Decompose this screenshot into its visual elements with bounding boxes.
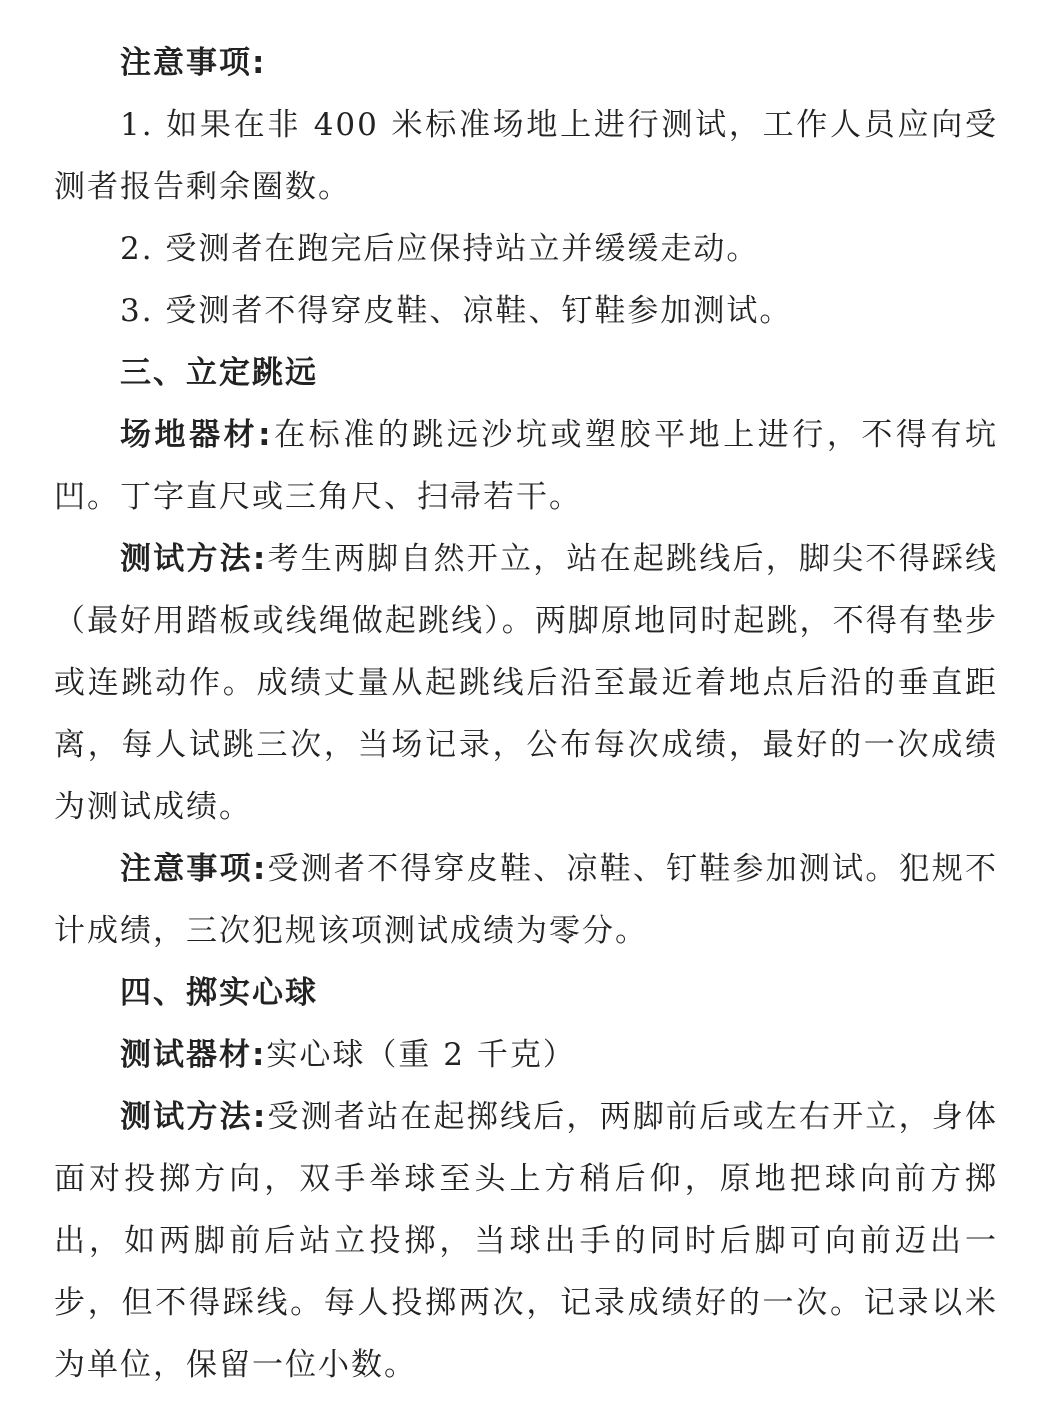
note-item-2: 2. 受测者在跑完后应保持站立并缓缓走动。 (120, 231, 760, 267)
jump-method-paragraph (54, 528, 998, 838)
jump-equipment-paragraph (54, 404, 998, 528)
ball-method-paragraph (54, 1086, 998, 1396)
note-item-1: 1. 如果在非 400 米标准场地上进行测试，工作人员应向受测者报告剩余圈数。 (54, 107, 998, 205)
ball-equipment-text: 实心球（重 2 千克） (266, 1037, 576, 1073)
ball-equipment-paragraph (54, 1024, 998, 1086)
ball-equipment-label: 测试器材: (120, 1037, 267, 1073)
jump-equipment-text: 在标准的跳远沙坑或塑胶平地上进行，不得有坑凹。丁字直尺或三角尺、扫帚若干。 (54, 417, 998, 515)
section-title-standing-long-jump: 三、立定跳远 (120, 355, 318, 391)
jump-equipment-label: 场地器材: (120, 417, 273, 453)
ball-method-text: 受测者站在起掷线后，两脚前后或左右开立，身体面对投掷方向，双手举球至头上方稍后仰，原地把球向前方掷出，如两脚前后站立投掷，当球出手的同时后脚可向前迈出一步，但不得踩线。每人投掷两次，记录成绩好的一次。记录以米为单位，保留一位小数。 (54, 1099, 998, 1383)
jump-notes-paragraph (54, 838, 998, 962)
notes-heading: 注意事项: (120, 45, 267, 81)
note-item-3: 3. 受测者不得穿皮鞋、凉鞋、钉鞋参加测试。 (120, 293, 793, 329)
ball-method-label: 测试方法: (120, 1099, 268, 1135)
jump-method-text: 考生两脚自然开立，站在起跳线后，脚尖不得踩线（最好用踏板或线绳做起跳线）。两脚原地同时起跳，不得有垫步或连跳动作。成绩丈量从起跳线后沿至最近着地点后沿的垂直距离，每人试跳三次，当场记录，公布每次成绩，最好的一次成绩为测试成绩。 (54, 541, 998, 825)
jump-method-label: 测试方法: (120, 541, 268, 577)
section-title-medicine-ball: 四、掷实心球 (120, 975, 318, 1011)
jump-notes-label: 注意事项: (120, 851, 268, 887)
jump-notes-text: 受测者不得穿皮鞋、凉鞋、钉鞋参加测试。犯规不计成绩，三次犯规该项测试成绩为零分。 (54, 851, 998, 949)
